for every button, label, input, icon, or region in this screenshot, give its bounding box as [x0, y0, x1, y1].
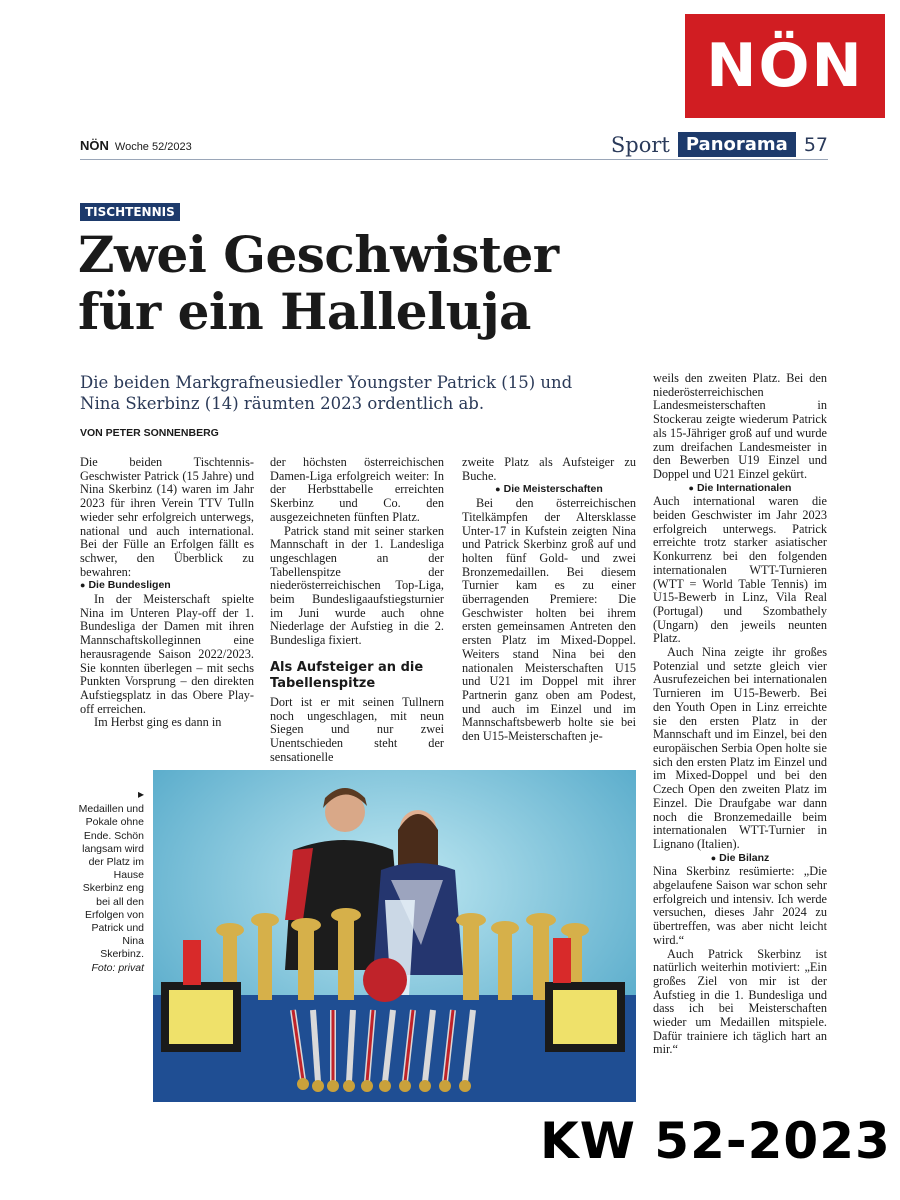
week-label: KW 52-2023 [540, 1112, 891, 1170]
paragraph: Auch international waren die beiden Geschwister im Jahr 2023 erfolgreich unterwegs. Patrick erreichte trotz starker asiatischer Konkurrenz bei den folgenden internationalen WTT-Turnieren (WTT = World Table Tennis) im U15-Bewerb in Linz, Vila Real (Portugal) und Szombathely (Ungarn) den jeweils neunten Platz. [653, 494, 827, 646]
section-label: Sport [610, 132, 670, 157]
article-headline [78, 226, 559, 340]
paragraph: In der Meisterschaft spielte Nina im Unteren Play-off der 1. Bundesliga der Damen mit ihren Mannschaftskolleginnen eine herausragende Saison 2022/2023. Sie konnten überlegen – mit sechs Punkten Vorsprung – den direkten Aufstiegsplatz in das Obere Play-off erreichen. [80, 592, 254, 716]
paragraph: Auch Nina zeigte ihr großes Potenzial und setzte gleich vier Ausrufezeichen bei internationalen Turnieren im U15-Bewerb. Bei den Youth Open in Linz erreichte sie den ersten Platz in der Mannschaft und im Einzel, bei den europäischen Serbia Open holte sie sich den ersten Platz im Einzel und im Mixed-Doppel und bei den Czech Open den zweiten Platz im Einzel. Die Draufgabe war dann noch die Bronzemedaille beim internationalen WTT-Turnier in Lignano (Italien). [653, 645, 827, 851]
caret-right-icon: ▸ [137, 787, 144, 801]
section-heading: ● Die Bilanz [710, 851, 770, 864]
article-column-1 [80, 456, 254, 730]
article-column-2 [270, 456, 444, 764]
header-issue-info [80, 138, 192, 153]
bullet-dot-icon: ● [710, 852, 717, 863]
non-logo: NÖN [685, 14, 885, 118]
subsection-label: Panorama [678, 132, 796, 157]
bullet-dot-icon: ● [80, 580, 86, 591]
paragraph: Die beiden Tischtennis-Geschwister Patrick (15 Jahre) und Nina Skerbinz (14) waren im Jahr 2023 für ihren Verein TTV Tulln wieder sehr erfolgreich unterwegs, national und auch international. Bei der Fülle an Erfolgen fällt es schwer, den Überblick zu bewahren: [80, 455, 254, 579]
paragraph: Bei den österreichischen Titelkämpfen der Altersklasse Unter-17 in Kufstein zeigten Nina und Patrick Skerbinz groß auf und holten fünf Gold- und zwei Bronzemedaillen. Bei diesem Turnier kam es zu einer überragenden Premiere: Die Geschwister holten bei ihrem ersten gemeinsamen Antreten den ersten Platz im Mixed-Doppel. Weiters stand Nina bei den nationalen Meisterschaften U15 und U21 im Doppel mit ihrer Partnerin ganz oben am Podest, und auch im Einzel und im Mannschaftsbewerb holte sie bei den U15-Meisterschaften je- [462, 496, 636, 744]
photo-caption [78, 788, 144, 975]
article-column-3 [462, 456, 636, 744]
page-number: 57 [803, 133, 828, 156]
header-section [611, 132, 828, 157]
paragraph: der höchsten österreichischen Damen-Liga erfolgreich weiter: In der Herbsttabelle erreichten Skerbinz und Co. den ausgezeichneten fünften Platz. [270, 455, 444, 524]
article-kicker: TISCHTENNIS [80, 203, 180, 221]
section-heading: ● Die Internationalen [688, 481, 792, 494]
paragraph: Im Herbst ging es dann in [94, 715, 222, 730]
trophy-photo [153, 770, 636, 1102]
paragraph: Auch Patrick Skerbinz ist natürlich weiterhin motiviert: „Ein großes Ziel von mir ist der Aufstieg in die 1. Bundesliga und dass ich bei Meisterschaften wieder um Medaillen mitspiele. Dafür trainiere ich täglich hart an mir.“ [653, 946, 827, 1057]
article-byline: VON PETER SONNENBERG [80, 427, 219, 439]
section-heading: ● Die Bundesligen [80, 579, 171, 592]
header-issue: Woche 52/2023 [114, 141, 192, 153]
paragraph: Dort ist er mit seinen Tullnern noch ungeschlagen, mit neun Siegen und nur zwei Unentschieden steht der sensationelle [270, 694, 444, 764]
headline-line-1: Zwei Geschwister [78, 225, 559, 284]
bottle-right [553, 938, 571, 983]
paragraph: Nina Skerbinz resümierte: „Die abgelaufene Saison war schon sehr erfolgreich und intensiv. Ich werde versuchen, dieses Jahr 2024 zu übertreffen, was aber nicht leicht wird.“ [653, 864, 827, 947]
bullet-dot-icon: ● [688, 482, 694, 493]
header-brand: NÖN [80, 138, 109, 153]
column-subheading: Als Aufsteiger an die Tabellenspitze [270, 659, 424, 691]
header-divider [80, 159, 828, 160]
article-column-4 [653, 372, 827, 1057]
paragraph: weils den zweiten Platz. Bei den niederösterreichischen Landesmeisterschaften in Stockerau zeigte wiederum Patrick als 15-Jähriger groß auf und wurde zum dreifachen Landesmeister in den Bewerben U19 Einzel und Doppel und U21 Einzel gekürt. [653, 371, 827, 481]
paragraph: zweite Platz als Aufsteiger zu Buche. [462, 455, 636, 483]
paragraph: Patrick stand mit seiner starken Mannschaft in der 1. Landesliga ungeschlagen an der Tabellenspitze der niederösterreichischen Top-Liga, beim Bundesligaaufstiegsturnier im Juni wurde auch ohne Niederlage der Aufstieg in die 2. Bundesliga fixiert. [270, 523, 444, 648]
bullet-dot-icon: ● [495, 484, 501, 495]
caption-text: Medaillen und Pokale ohne Ende. Schön langsam wird der Platz im Hause Skerbinz eng bei all den Erfolgen von Patrick und Nina Skerbinz. [78, 803, 144, 961]
headline-line-2: für ein Halleluja [78, 282, 531, 341]
photo-credit: Foto: privat [91, 961, 144, 974]
medal-plate [363, 958, 407, 1002]
article-lead: Die beiden Markgrafneusiedler Youngster Patrick (15) und Nina Skerbinz (14) räumten 2023 ordentlich ab. [80, 373, 573, 413]
bottle-left [183, 940, 201, 985]
section-heading: ● Die Meisterschaften [495, 483, 603, 496]
